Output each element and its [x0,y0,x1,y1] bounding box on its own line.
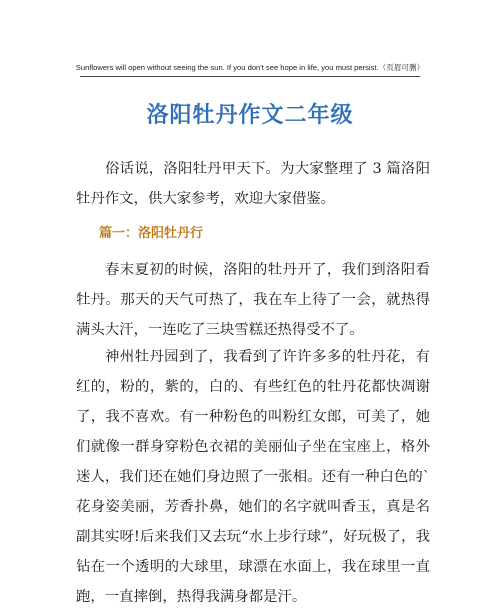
section-heading: 篇一：洛阳牡丹行 [99,226,204,241]
header-divider [80,76,420,77]
body-paragraph-2: 神州牡丹园到了，我看到了许许多多的牡丹花，有红的，粉的，紫的，白的、有些红色的牡丹花都快凋谢了，我不喜欢。有一种粉色的叫粉红女郎，可美了，她们就像一群身穿粉色衣裙的美丽仙子坐在宝座上，格外迷人，我们还在她们身边照了一张相。还有一种白色的`花身姿美丽，芳香扑鼻，她们的名字就叫香玉，真是名副其实呀!后来我们又去玩“水上步行球”，好玩极了，我钻在一个透明的大球里，球漂在水面上，我在球里一直跑，一直摔倒，热得我满身都是汗。 [76,349,430,605]
body-paragraph-1: 春末夏初的时候，洛阳的牡丹开了，我们到洛阳看牡丹。那天的天气可热了，我在车上待了一会，就热得满头大汗，一连吃了三块雪糕还热得受不了。 [76,262,430,338]
header-note: Sunflowers will open without seeing the sun. If you don't see hope in life, you must persist.（页眉可删） [75,63,425,72]
intro-paragraph: 俗话说，洛阳牡丹甲天下。为大家整理了 3 篇洛阳牡丹作文，供大家参考，欢迎大家借鉴。 [76,161,430,207]
page-title: 洛阳牡丹作文二年级 [146,102,354,128]
